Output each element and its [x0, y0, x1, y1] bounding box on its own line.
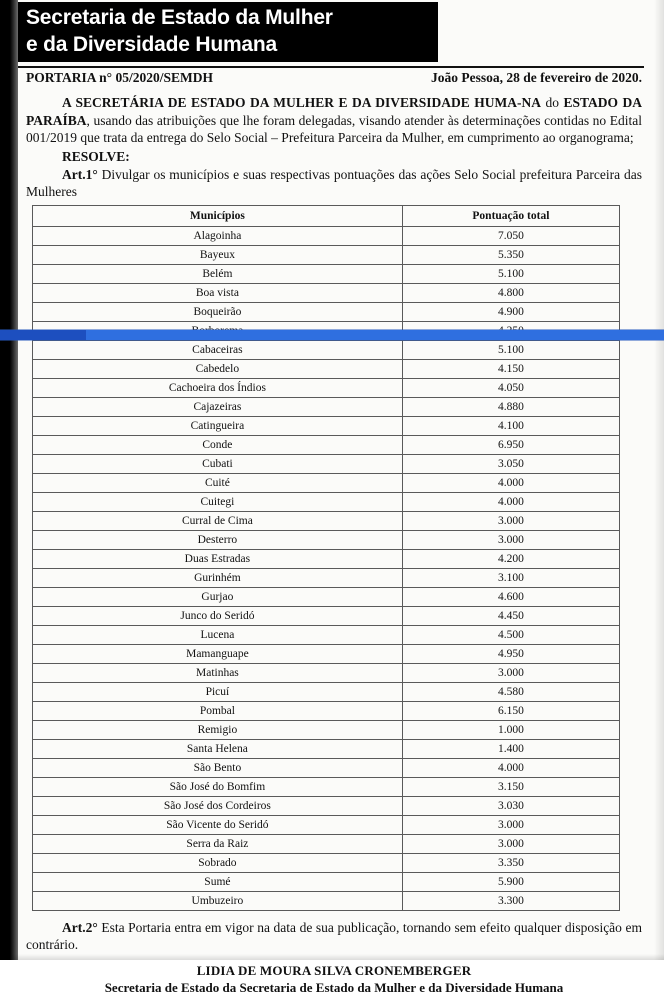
opening-bold-1: A SECRETÁRIA DE ESTADO DA MULHER E DA DIVERSIDADE HUMA-NA — [62, 95, 541, 110]
cell-municipio: Bayeux — [33, 245, 403, 264]
cell-municipio: Umbuzeiro — [33, 891, 403, 910]
cell-municipio: São Bento — [33, 758, 403, 777]
cell-municipio: Conde — [33, 435, 403, 454]
cell-municipio: Remigio — [33, 720, 403, 739]
cell-pontuacao: 4.500 — [402, 625, 619, 644]
cell-pontuacao: 3.000 — [402, 815, 619, 834]
table-row — [33, 625, 620, 644]
cell-pontuacao: 4.150 — [402, 359, 619, 378]
cell-pontuacao: 4.580 — [402, 682, 619, 701]
table-row — [33, 758, 620, 777]
page-bottom-shadow — [0, 954, 664, 960]
blue-highlight-annotation — [0, 330, 664, 340]
cell-municipio: Sumé — [33, 872, 403, 891]
opening-rest: do — [541, 95, 564, 110]
cell-pontuacao: 5.100 — [402, 340, 619, 359]
cell-pontuacao: 4.000 — [402, 473, 619, 492]
table-row — [33, 720, 620, 739]
cell-pontuacao: 4.600 — [402, 587, 619, 606]
cell-municipio: Boqueirão — [33, 302, 403, 321]
cell-pontuacao: 5.100 — [402, 264, 619, 283]
resolve-label: RESOLVE: — [62, 148, 130, 164]
article-2-text: Esta Portaria entra em vigor na data de sua publicação, tornando sem efeito qualquer disposição em contrário. — [26, 919, 642, 952]
table-row — [33, 587, 620, 606]
page-right-shadow — [654, 0, 664, 960]
cell-pontuacao: 3.300 — [402, 891, 619, 910]
cell-pontuacao: 5.350 — [402, 245, 619, 264]
column-header-municipios: Municípios — [33, 205, 403, 226]
document-content — [18, 0, 664, 995]
table-row — [33, 644, 620, 663]
cell-pontuacao: 6.950 — [402, 435, 619, 454]
cell-municipio: Desterro — [33, 530, 403, 549]
table-row — [33, 853, 620, 872]
table-row — [33, 796, 620, 815]
cell-municipio: Pombal — [33, 701, 403, 720]
cell-municipio: Cubati — [33, 454, 403, 473]
cell-pontuacao: 4.100 — [402, 416, 619, 435]
cell-municipio: Cabedelo — [33, 359, 403, 378]
table-row — [33, 226, 620, 245]
cell-pontuacao: 3.100 — [402, 568, 619, 587]
cell-pontuacao: 4.950 — [402, 644, 619, 663]
table-row — [33, 549, 620, 568]
table-row — [33, 302, 620, 321]
masthead-title-line1: Secretaria de Estado da Mulher — [26, 6, 333, 29]
cell-pontuacao: 4.200 — [402, 549, 619, 568]
table-row — [33, 511, 620, 530]
cell-municipio: Curral de Cima — [33, 511, 403, 530]
table-row — [33, 473, 620, 492]
table-row — [33, 891, 620, 910]
cell-municipio: Sobrado — [33, 853, 403, 872]
blue-highlight-darker-segment — [0, 330, 86, 340]
signature-name: LIDIA DE MOURA SILVA CRONEMBERGER — [196, 962, 472, 978]
table-row — [33, 397, 620, 416]
article-1 — [26, 166, 642, 201]
cell-municipio: Alagoinha — [33, 226, 403, 245]
cell-pontuacao: 4.880 — [402, 397, 619, 416]
table-row — [33, 492, 620, 511]
table-row — [33, 416, 620, 435]
article-1-text: Divulgar os municípios e suas respectivas pontuações das ações Selo Social prefeitura Parceira das Mulheres — [26, 166, 642, 199]
page-left-edge — [0, 0, 18, 960]
cell-pontuacao: 1.000 — [402, 720, 619, 739]
article-2-label: Art.2° — [62, 919, 98, 935]
scores-table — [32, 205, 620, 911]
cell-pontuacao: 3.350 — [402, 853, 619, 872]
cell-municipio: Junco do Seridó — [33, 606, 403, 625]
table-row — [33, 872, 620, 891]
cell-pontuacao: 6.150 — [402, 701, 619, 720]
opening-tail: , usando das atribuições que lhe foram delegadas, visando atender às determinações contidas no Edital 001/2019 que trata da entrega do Selo Social – Prefeitura Parceira da Mulher, em cumprimento ao organograma; — [26, 112, 642, 145]
cell-pontuacao: 3.000 — [402, 834, 619, 853]
table-row — [33, 435, 620, 454]
table-row — [33, 682, 620, 701]
table-row — [33, 264, 620, 283]
cell-pontuacao: 4.900 — [402, 302, 619, 321]
table-row — [33, 777, 620, 796]
table-row — [33, 245, 620, 264]
masthead-title-line2: e da Diversidade Humana — [26, 33, 277, 56]
cell-pontuacao: 5.900 — [402, 872, 619, 891]
cell-municipio: Boa vista — [33, 283, 403, 302]
table-row — [33, 283, 620, 302]
opening-paragraph — [26, 94, 642, 147]
table-row — [33, 359, 620, 378]
cell-pontuacao: 3.150 — [402, 777, 619, 796]
masthead-title — [26, 4, 436, 58]
table-row — [33, 815, 620, 834]
cell-municipio: Cachoeira dos Índios — [33, 378, 403, 397]
table-header-row — [33, 205, 620, 226]
cell-municipio: Matinhas — [33, 663, 403, 682]
cell-municipio: Lucena — [33, 625, 403, 644]
cell-pontuacao: 4.050 — [402, 378, 619, 397]
cell-municipio: São Vicente do Seridó — [33, 815, 403, 834]
portaria-place-date: João Pessoa, 28 de fevereiro de 2020. — [431, 70, 642, 85]
cell-pontuacao: 3.000 — [402, 530, 619, 549]
opening-bold-2: ESTADO DA PARAÍBA — [26, 95, 642, 128]
table-row — [33, 568, 620, 587]
cell-pontuacao: 4.800 — [402, 283, 619, 302]
scores-table-body — [33, 226, 620, 910]
cell-pontuacao: 1.400 — [402, 739, 619, 758]
table-row — [33, 530, 620, 549]
cell-municipio: São José do Bomfim — [33, 777, 403, 796]
table-row — [33, 739, 620, 758]
cell-pontuacao: 3.030 — [402, 796, 619, 815]
signature-role: Secretaria de Estado da Secretaria de Estado da Mulher e da Diversidade Humana — [104, 979, 564, 995]
header-rule — [18, 66, 644, 68]
cell-municipio: Serra da Raiz — [33, 834, 403, 853]
cell-pontuacao: 4.000 — [402, 758, 619, 777]
cell-municipio: Gurinhém — [33, 568, 403, 587]
cell-municipio: Duas Estradas — [33, 549, 403, 568]
cell-municipio: Catingueira — [33, 416, 403, 435]
column-header-pontuacao: Pontuação total — [402, 205, 619, 226]
cell-municipio: Cajazeiras — [33, 397, 403, 416]
cell-municipio: Cuitegi — [33, 492, 403, 511]
cell-municipio: Belém — [33, 264, 403, 283]
cell-pontuacao: 4.000 — [402, 492, 619, 511]
table-row — [33, 606, 620, 625]
cell-municipio: Picuí — [33, 682, 403, 701]
table-row — [33, 454, 620, 473]
article-1-label: Art.1° — [62, 166, 98, 182]
cell-municipio: Cuité — [33, 473, 403, 492]
cell-pontuacao: 3.000 — [402, 663, 619, 682]
cell-pontuacao: 7.050 — [402, 226, 619, 245]
portaria-header — [26, 70, 642, 86]
cell-municipio: Santa Helena — [33, 739, 403, 758]
cell-municipio: São José dos Cordeiros — [33, 796, 403, 815]
table-row — [33, 701, 620, 720]
table-row — [33, 663, 620, 682]
article-2 — [26, 919, 642, 954]
masthead — [18, 2, 664, 64]
table-row — [33, 834, 620, 853]
cell-pontuacao: 3.000 — [402, 511, 619, 530]
document-body — [26, 70, 642, 996]
cell-municipio: Gurjao — [33, 587, 403, 606]
cell-pontuacao: 3.050 — [402, 454, 619, 473]
cell-pontuacao: 4.450 — [402, 606, 619, 625]
signature-block — [26, 962, 642, 996]
table-row — [33, 378, 620, 397]
portaria-number: PORTARIA n° 05/2020/SEMDH — [26, 70, 213, 85]
table-row — [33, 340, 620, 359]
cell-municipio: Mamanguape — [33, 644, 403, 663]
cell-municipio: Cabaceiras — [33, 340, 403, 359]
